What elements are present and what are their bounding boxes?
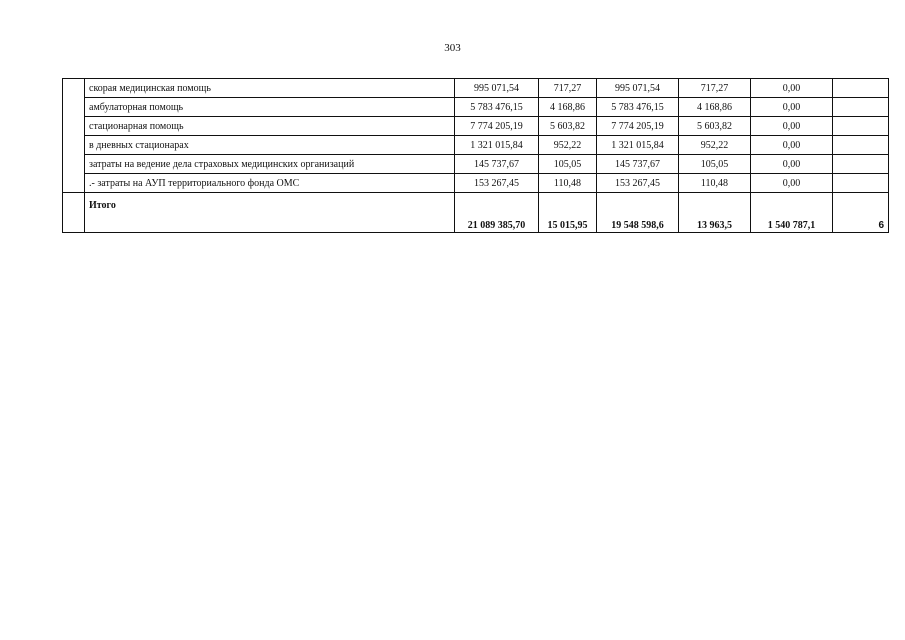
index-cell (63, 155, 85, 174)
cell-value (833, 155, 889, 174)
cell-value: 995 071,54 (455, 79, 539, 98)
table-row (63, 98, 889, 117)
expense-table (62, 78, 889, 233)
cell-value: 5 603,82 (679, 117, 751, 136)
row-name: скорая медицинская помощь (85, 79, 455, 98)
cell-value: 1 321 015,84 (597, 136, 679, 155)
total-label: Итого (85, 193, 455, 233)
row-name: в дневных стационарах (85, 136, 455, 155)
cell-value: 4 168,86 (539, 98, 597, 117)
row-name: стационарная помощь (85, 117, 455, 136)
total-value: 6 (833, 193, 889, 233)
cell-value: 717,27 (539, 79, 597, 98)
total-value: 15 015,95 (539, 193, 597, 233)
index-cell (63, 117, 85, 136)
cell-value: 4 168,86 (679, 98, 751, 117)
table-row (63, 136, 889, 155)
cell-value (833, 79, 889, 98)
cell-value: 5 603,82 (539, 117, 597, 136)
total-value: 1 540 787,1 (751, 193, 833, 233)
row-name: затраты на ведение дела страховых медицинских организаций (85, 155, 455, 174)
cell-value: 995 071,54 (597, 79, 679, 98)
row-name: .- затраты на АУП территориального фонда ОМС (85, 174, 455, 193)
total-value: 13 963,5 (679, 193, 751, 233)
cell-value: 7 774 205,19 (455, 117, 539, 136)
index-cell (63, 174, 85, 193)
cell-value: 0,00 (751, 98, 833, 117)
cell-value: 145 737,67 (597, 155, 679, 174)
total-value: 19 548 598,6 (597, 193, 679, 233)
cell-value: 0,00 (751, 136, 833, 155)
cell-value: 153 267,45 (597, 174, 679, 193)
cell-value (833, 117, 889, 136)
cell-value: 5 783 476,15 (597, 98, 679, 117)
cell-value: 952,22 (539, 136, 597, 155)
cell-value: 110,48 (679, 174, 751, 193)
cell-value: 0,00 (751, 79, 833, 98)
table-row (63, 117, 889, 136)
total-row (63, 193, 889, 233)
cell-value: 7 774 205,19 (597, 117, 679, 136)
row-name: амбулаторная помощь (85, 98, 455, 117)
table-row (63, 79, 889, 98)
page-number: 303 (444, 42, 461, 54)
cell-value: 153 267,45 (455, 174, 539, 193)
index-cell (63, 79, 85, 98)
index-cell (63, 136, 85, 155)
cell-value (833, 98, 889, 117)
cell-value: 0,00 (751, 155, 833, 174)
cell-value: 952,22 (679, 136, 751, 155)
cell-value: 110,48 (539, 174, 597, 193)
index-cell (63, 98, 85, 117)
table-row (63, 174, 889, 193)
cell-value: 0,00 (751, 174, 833, 193)
cell-value (833, 174, 889, 193)
cell-value: 717,27 (679, 79, 751, 98)
cell-value: 105,05 (539, 155, 597, 174)
cell-value: 0,00 (751, 117, 833, 136)
cell-value (833, 136, 889, 155)
cell-value: 5 783 476,15 (455, 98, 539, 117)
cell-value: 1 321 015,84 (455, 136, 539, 155)
cell-value: 145 737,67 (455, 155, 539, 174)
total-value: 21 089 385,70 (455, 193, 539, 233)
cell-value: 105,05 (679, 155, 751, 174)
index-cell (63, 193, 85, 233)
table-row (63, 155, 889, 174)
